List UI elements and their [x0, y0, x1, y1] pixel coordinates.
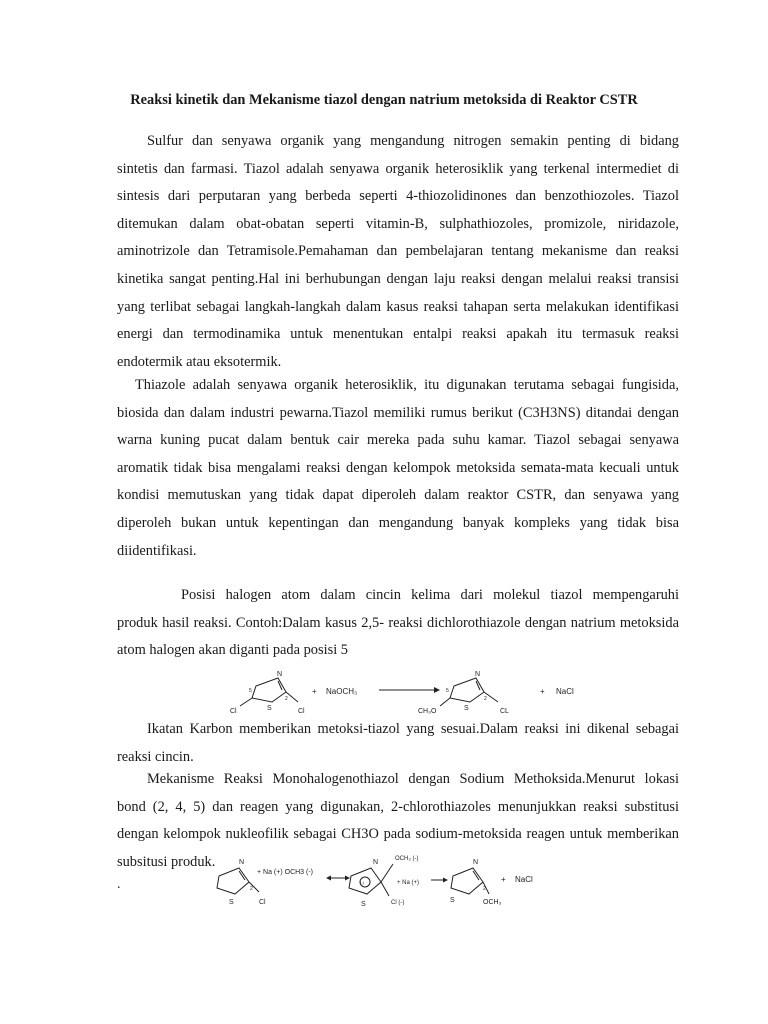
- paragraph-line: yang terlibat sebagai langkah-langkah dalam kasus reaksi tahapan serta melakukan identifikasi: [117, 298, 679, 315]
- chlorine-label: CL: [500, 708, 509, 714]
- paragraph-line: Ikatan Karbon memberikan metoksi-tiazol yang sesuai.Dalam reaksi ini dikenal sebagai: [147, 721, 679, 737]
- methoxide-label: OCH₃ (-): [395, 856, 419, 862]
- paragraph-line: endotermik atau eksotermik.: [117, 353, 282, 370]
- ring-n-label: N: [239, 859, 245, 866]
- paragraph-line: sintetis dan farmasi. Tiazol adalah senyawa organik heterosiklik yang terkenal intermediet di: [117, 160, 679, 177]
- byproduct-label: NaCl: [515, 875, 533, 884]
- position-2-label: 2: [250, 886, 253, 892]
- reaction-arrow-icon: [431, 878, 448, 883]
- plus-sign: +: [501, 875, 506, 884]
- chlorine-left-label: Cl: [230, 708, 237, 714]
- methoxy-label: CH₃O: [418, 708, 437, 714]
- paragraph-line: kinetika sangat penting.Hal ini berhubungan dengan laju reaksi dengan melalui reaksi transisi: [117, 270, 679, 287]
- paragraph-line: diidentifikasi.: [117, 542, 197, 559]
- byproduct-label: NaCl: [556, 687, 574, 696]
- plus-sign: +: [312, 687, 317, 696]
- ring-s-label: S: [464, 705, 469, 712]
- paragraph-4: [117, 716, 679, 771]
- paragraph-3: [117, 582, 679, 665]
- paragraph-line: atom halogen akan diganti pada posisi 5: [117, 642, 348, 659]
- paragraph-line: aminotrizole dan Tetramisole.Pemahaman dan pembelajaran tentang mekanisme dan reaksi: [117, 243, 679, 260]
- ring-s-label: S: [361, 901, 366, 908]
- paragraph-line: ditemukan dalam obat-obatan seperti vitamin-B, sulphathiozoles, promizole, niridazole,: [117, 215, 679, 232]
- equilibrium-arrow-icon: [326, 876, 350, 881]
- paragraph-line: Sulfur dan senyawa organik yang mengandung nitrogen semakin penting di bidang: [147, 133, 679, 149]
- reaction-scheme-2: [205, 852, 545, 910]
- paragraph-line: kondisi memutuskan yang tidak dapat diperoleh dalam reaktor CSTR, dan senyawa yang: [117, 487, 679, 504]
- reagent-label: + Na (+) OCH3 (-): [257, 869, 314, 876]
- paragraph-1: [117, 128, 679, 376]
- ring-s-label: S: [450, 897, 455, 904]
- position-5-label: 5: [446, 688, 449, 694]
- position-2-label: 2: [285, 696, 288, 702]
- reaction-1-svg: [222, 668, 602, 714]
- paragraph-line: reaksi cincin.: [117, 748, 194, 765]
- paragraph-line: dengan kelompok nukleofilik sebagai CH3O pada sodium-metoksida reagen untuk memberikan: [117, 826, 679, 843]
- paragraph-line: warna kuning pucat dalam bentuk cair mereka pada suhu kamar. Tiazol sebagai senyawa: [117, 432, 679, 449]
- paragraph-line: biosida dan dalam industri pewarna.Tiazol memiliki rumus berikut (C3H3NS) ditandai dengan: [117, 404, 679, 421]
- sodium-ion-label: + Na (+): [397, 880, 420, 886]
- ring-n-label: N: [373, 859, 379, 866]
- paragraph-line: aromatik tidak bisa mengalami reaksi dengan kelompok metoksida semata-mata kecuali untuk: [117, 459, 679, 476]
- document-title: Reaksi kinetik dan Mekanisme tiazol dengan natrium metoksida di Reaktor CSTR: [130, 92, 638, 108]
- paragraph-line: produk hasil reaksi. Contoh:Dalam kasus 2,5- reaksi dichlorothiazole dengan natrium metoksida: [117, 614, 679, 631]
- paragraph-line: Posisi halogen atom dalam cincin kelima dari molekul tiazol mempengaruhi: [181, 587, 679, 603]
- reaction-2-svg: [205, 852, 545, 910]
- paragraph-line: diperoleh bukan untuk kepentingan dan mengandung banyak kompleks yang tidak bisa: [117, 514, 679, 531]
- paragraph-line: bond (2, 4, 5) dan reagen yang digunakan, 2-chlorothiazoles menunjukkan reaksi substitusi: [117, 798, 679, 815]
- paragraph-line: Thiazole adalah senyawa organik heterosiklik, itu digunakan terutama sebagai fungisida,: [135, 377, 679, 393]
- paragraph-line: Mekanisme Reaksi Monohalogenothiazol dengan Sodium Methoksida.Menurut lokasi: [147, 771, 679, 787]
- chloride-label: Cl (-): [391, 900, 405, 906]
- ring-s-label: S: [229, 899, 234, 906]
- position-2-label: 2: [484, 696, 487, 702]
- paragraph-line: sintesis dari perputaran yang berbeda seperti 4-thiozolidinones dan benzothiozoles. Tiazol: [117, 188, 679, 205]
- methoxy-label: OCH₃: [483, 899, 502, 906]
- trailing-dot: .: [117, 877, 121, 892]
- reaction-arrow-icon: [379, 687, 440, 693]
- ring-n-label: N: [277, 671, 283, 678]
- paragraph-line: subsitusi produk.: [117, 853, 216, 870]
- meisenheimer-intermediate-structure: [349, 864, 393, 896]
- chlorine-label: Cl: [259, 899, 266, 906]
- paragraph-line: energi dan termodinamika untuk menentukan entalpi reaksi apakah itu termasuk reaksi: [117, 326, 679, 343]
- ring-n-label: N: [475, 671, 481, 678]
- paragraph-2: [117, 372, 679, 565]
- position-2-label: 2: [483, 886, 486, 892]
- position-5-label: 5: [249, 688, 252, 694]
- chlorine-right-label: Cl: [298, 708, 305, 714]
- negative-charge-label: (-): [360, 880, 364, 885]
- reagent-label: NaOCH₃: [326, 687, 358, 696]
- ring-s-label: S: [267, 705, 272, 712]
- plus-sign: +: [540, 687, 545, 696]
- ring-n-label: N: [473, 859, 479, 866]
- reaction-scheme-1: [222, 668, 602, 714]
